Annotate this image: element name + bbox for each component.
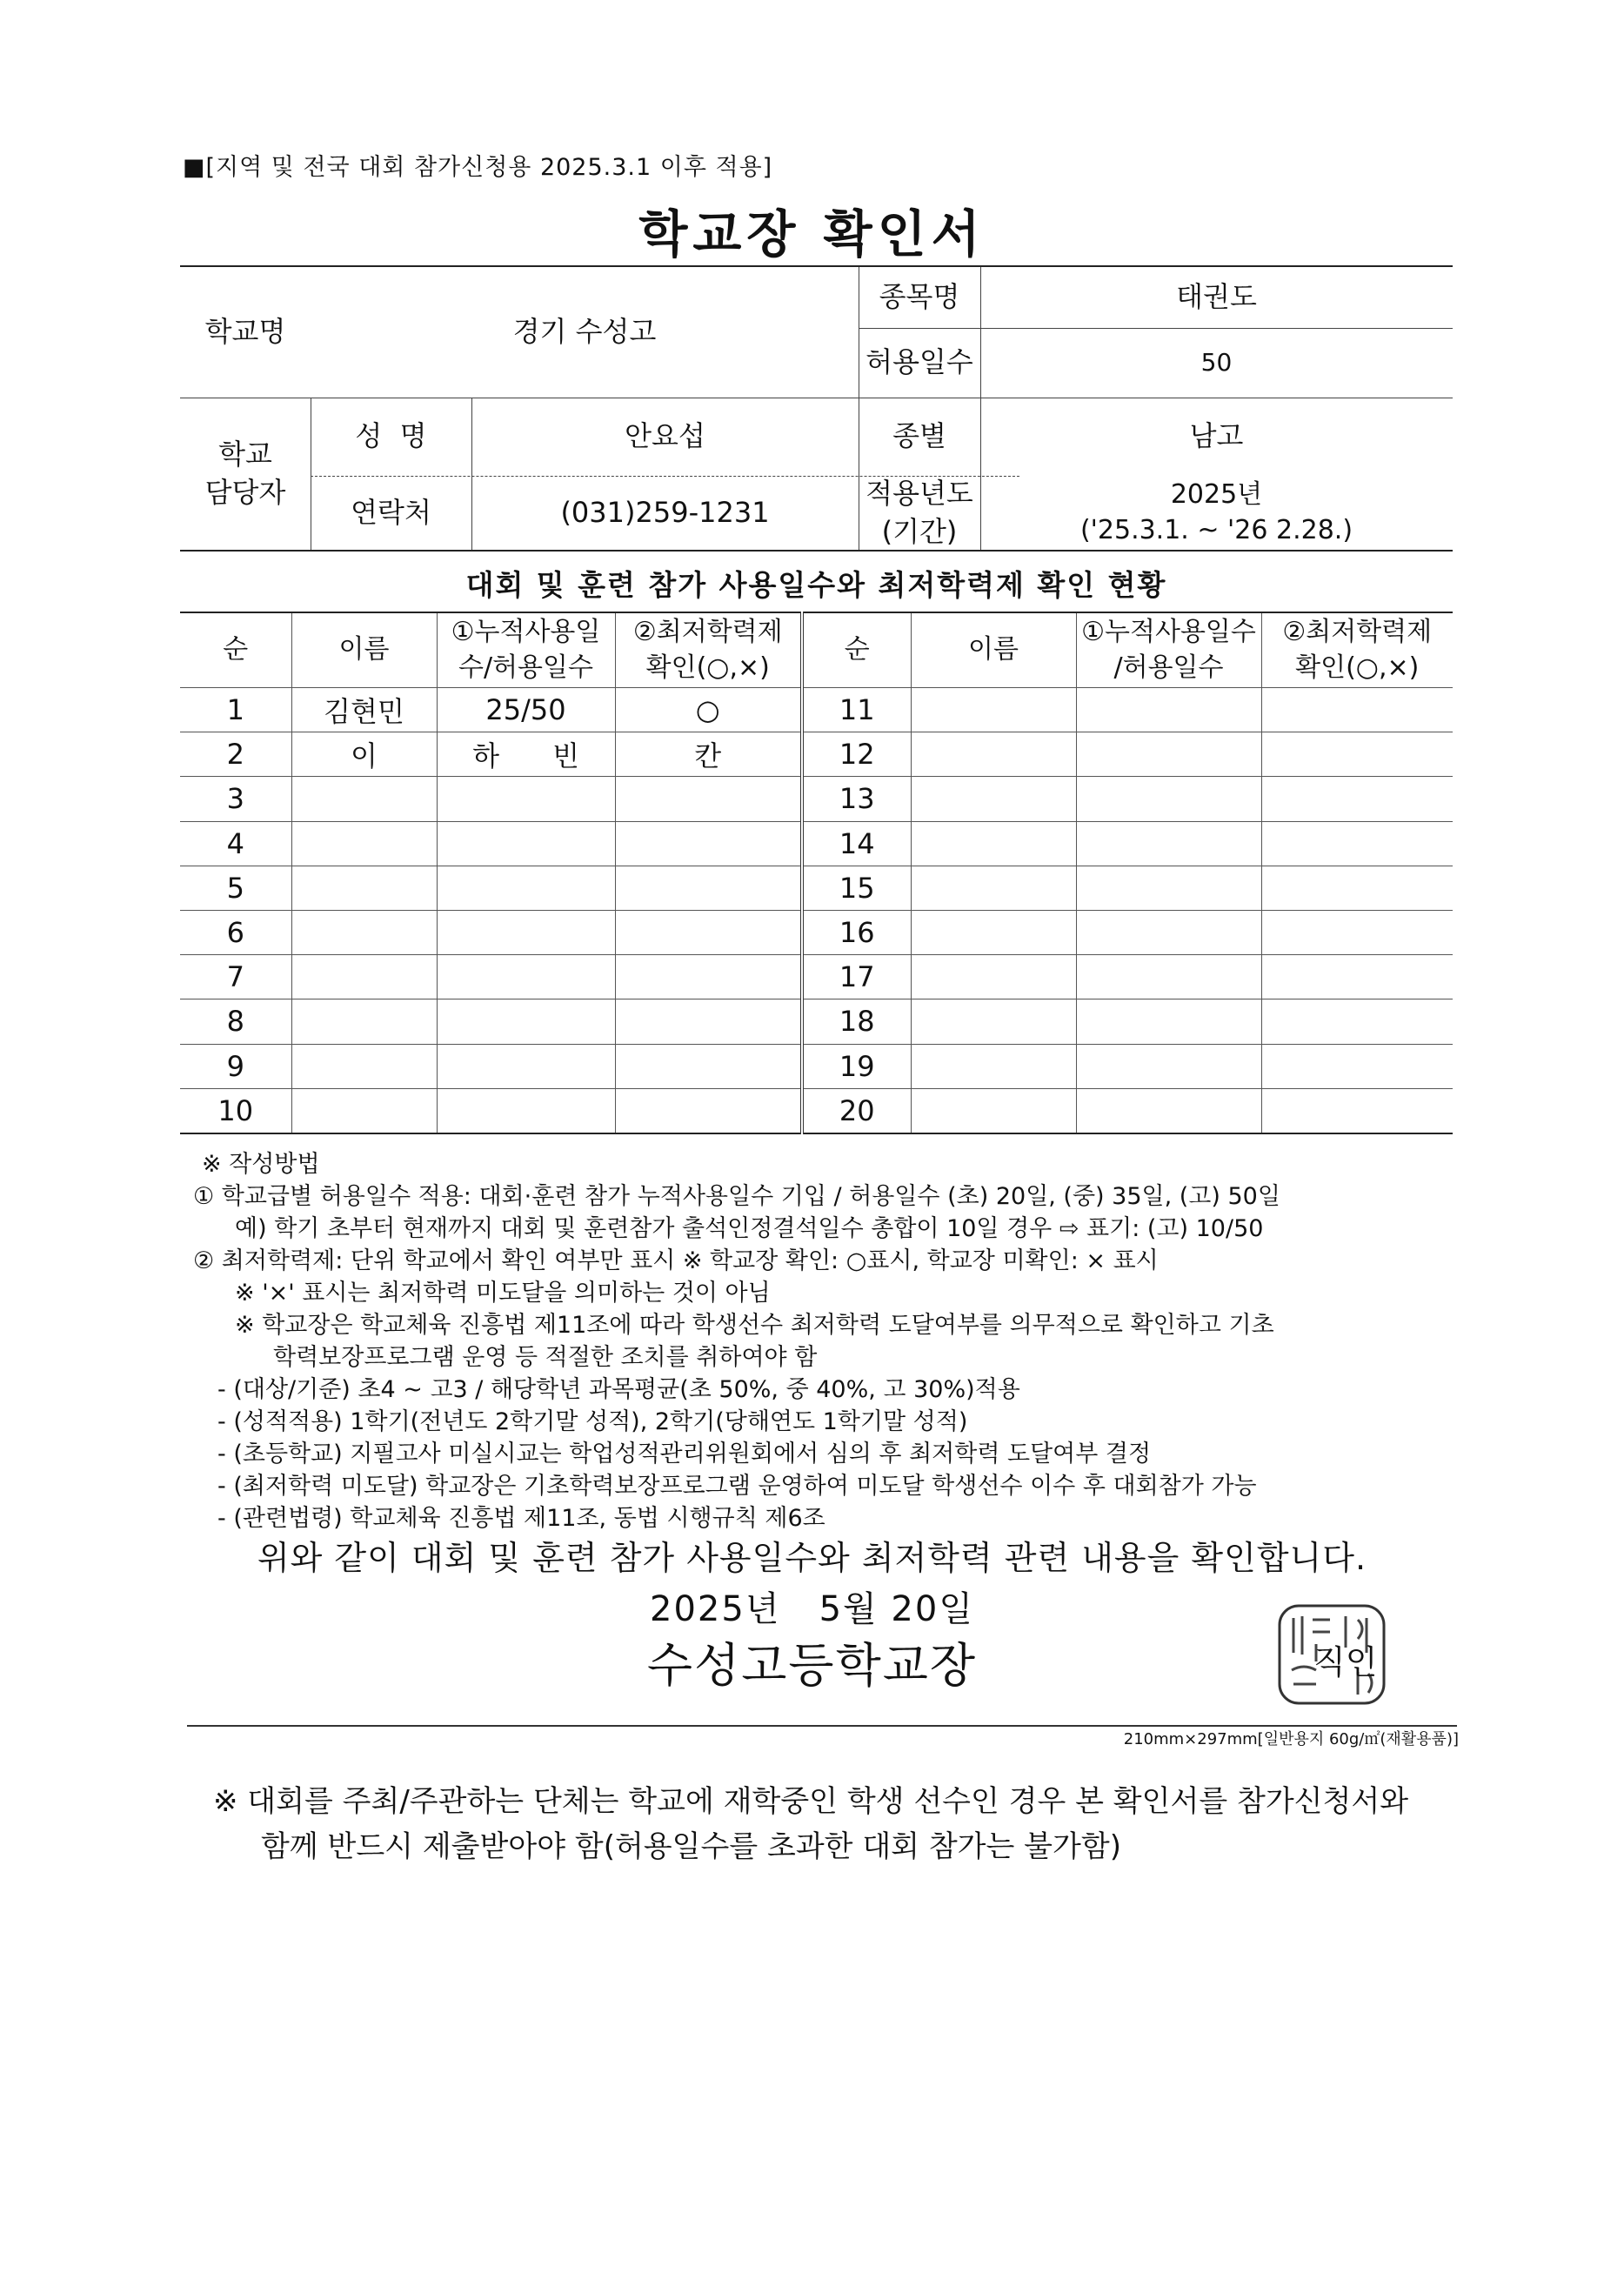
row-check (615, 1044, 802, 1088)
footnote (213, 1779, 1483, 1869)
school-value: 경기 수성고 (512, 315, 657, 349)
note-2: ② 최저학력제: 단위 학교에서 확인 여부만 표시 ※ 학교장 확인: ○표시, 학교장 미확인: × 표시 (193, 1247, 1159, 1274)
row-check (615, 777, 802, 821)
row-name (291, 955, 437, 999)
row-no: 2 (180, 732, 291, 777)
row-days-right (1076, 1088, 1261, 1133)
year-value: 2025년 ('25.3.1. ~ '26 2.28.) (1079, 479, 1353, 545)
row-no-right: 18 (802, 999, 911, 1044)
row-check: ○ (615, 688, 802, 732)
row-days (437, 955, 615, 999)
table-row (180, 910, 1453, 954)
row-name-right (911, 732, 1076, 777)
row-days-right (1076, 732, 1261, 777)
table-row (180, 777, 1453, 821)
row-days-right (1076, 1044, 1261, 1088)
row-days-right (1076, 866, 1261, 910)
header-academic: ②최저학력제 확인(○,×) (615, 612, 802, 688)
table-row (180, 688, 1453, 732)
row-no: 5 (180, 866, 291, 910)
year-label: 적용년도 (기간) (865, 477, 973, 548)
issue-date: 2025년 5월 20일 (650, 1589, 974, 1629)
roster-table (180, 612, 1453, 1134)
row-name (291, 910, 437, 954)
sport-label: 종목명 (879, 280, 960, 314)
row-name-right (911, 910, 1076, 954)
row-no-right: 17 (802, 955, 911, 999)
allowed-days-value: 50 (1200, 348, 1233, 378)
row-name-right (911, 999, 1076, 1044)
row-no: 9 (180, 1044, 291, 1088)
row-no-right: 14 (802, 821, 911, 866)
row-no-right: 16 (802, 910, 911, 954)
row-name-right (911, 866, 1076, 910)
note-2b: ※ 학교장은 학교체육 진흥법 제11조에 따라 학생선수 최저학력 도달여부를 의무적으로 확인하고 기초 (235, 1312, 1274, 1339)
row-no-right: 11 (802, 688, 911, 732)
row-check (615, 999, 802, 1044)
row-days-right (1076, 910, 1261, 954)
header-no: 순 (180, 612, 291, 688)
row-no: 10 (180, 1088, 291, 1133)
row-check (615, 821, 802, 866)
row-name (291, 866, 437, 910)
row-check-right (1261, 688, 1453, 732)
row-check-right (1261, 1088, 1453, 1133)
header-name-right: 이름 (911, 612, 1076, 688)
row-check-right (1261, 955, 1453, 999)
table-row (180, 1088, 1453, 1133)
name-label: 성 명 (355, 419, 427, 453)
header-days-right: ①누적사용일수 /허용일수 (1076, 612, 1261, 688)
section-title: 대회 및 훈련 참가 사용일수와 최저학력제 확인 현황 (465, 568, 1167, 602)
row-name: 이 (291, 732, 437, 777)
note-detail-5: - (관련법령) 학교체육 진흥법 제11조, 동법 시행규칙 제6조 (217, 1505, 825, 1532)
notes-heading: ※ 작성방법 (202, 1151, 320, 1178)
row-name (291, 999, 437, 1044)
note-1: ① 학교급별 허용일수 적용: 대회·훈련 참가 누적사용일수 기입 / 허용일수 (초) 20일, (중) 35일, (고) 50일 (193, 1183, 1280, 1210)
row-check-right (1261, 821, 1453, 866)
row-days-right (1076, 688, 1261, 732)
footnote-line-1: ※ 대회를 주최/주관하는 단체는 학교에 재학중인 학생 선수인 경우 본 확인서를 참가신청서와 (213, 1784, 1409, 1819)
row-days-right (1076, 999, 1261, 1044)
sport-value: 태권도 (1176, 280, 1257, 314)
row-days: 하 빈 (437, 732, 615, 777)
row-no: 3 (180, 777, 291, 821)
row-no: 6 (180, 910, 291, 954)
header-no-right: 순 (802, 612, 911, 688)
row-days (437, 821, 615, 866)
row-name (291, 821, 437, 866)
roster-header-row (180, 612, 1453, 688)
row-check: 칸 (615, 732, 802, 777)
row-days-right (1076, 821, 1261, 866)
row-no-right: 20 (802, 1088, 911, 1133)
row-no-right: 12 (802, 732, 911, 777)
table-row (180, 821, 1453, 866)
contact-value: (031)259-1231 (560, 495, 770, 529)
row-name (291, 1044, 437, 1088)
row-name-right (911, 1044, 1076, 1088)
row-check (615, 866, 802, 910)
row-no: 7 (180, 955, 291, 999)
note-2a: ※ '×' 표시는 최저학력 미도달을 의미하는 것이 아님 (235, 1280, 771, 1307)
header-academic-right: ②최저학력제 확인(○,×) (1261, 612, 1453, 688)
table-row (180, 866, 1453, 910)
table-row (180, 1044, 1453, 1088)
row-name (291, 777, 437, 821)
row-no-right: 19 (802, 1044, 911, 1088)
row-no: 8 (180, 999, 291, 1044)
note-detail-1: - (대상/기준) 초4 ~ 고3 / 해당학년 과목평균(초 50%, 중 40%, 고 30%)적용 (217, 1376, 1020, 1403)
contact-label: 연락처 (351, 495, 431, 529)
row-check-right (1261, 999, 1453, 1044)
note-detail-4: - (최저학력 미도달) 학교장은 기초학력보장프로그램 운영하여 미도달 학생선수 이수 후 대회참가 가능 (217, 1473, 1257, 1500)
row-check-right (1261, 866, 1453, 910)
allowed-days-label: 허용일수 (865, 345, 973, 379)
row-no-right: 15 (802, 866, 911, 910)
note-detail-3: - (초등학교) 지필고사 미실시교는 학업성적관리위원회에서 심의 후 최저학력 도달여부 결정 (217, 1441, 1152, 1467)
principal-signature: 수성고등학교장 (646, 1638, 978, 1693)
name-value: 안요섭 (625, 419, 705, 453)
row-days (437, 866, 615, 910)
row-name (291, 1088, 437, 1133)
row-days (437, 1088, 615, 1133)
footnote-line-2: 함께 반드시 제출받아야 함(허용일수를 초과한 대회 참가는 불가함) (261, 1829, 1121, 1864)
row-name-right (911, 1088, 1076, 1133)
table-row (180, 732, 1453, 777)
row-check-right (1261, 1044, 1453, 1088)
row-days-right (1076, 955, 1261, 999)
seal-text: 직인 (1313, 1643, 1378, 1681)
school-label: 학교명 (204, 315, 286, 349)
row-name-right (911, 688, 1076, 732)
header-days: ①누적사용일 수/허용일수 (437, 612, 615, 688)
writing-instructions (193, 1148, 1463, 1534)
header-note: ■[지역 및 전국 대회 참가신청용 2025.3.1 이후 적용] (183, 154, 773, 181)
row-check-right (1261, 777, 1453, 821)
row-days (437, 910, 615, 954)
row-days (437, 777, 615, 821)
row-days (437, 999, 615, 1044)
row-no: 1 (180, 688, 291, 732)
note-1-example: 예) 학기 초부터 현재까지 대회 및 훈련참가 출석인정결석일수 총합이 10일 경우 ⇨ 표기: (고) 10/50 (235, 1215, 1264, 1242)
confirmation-statement: 위와 같이 대회 및 훈련 참가 사용일수와 최저학력 관련 내용을 확인합니다. (257, 1539, 1367, 1577)
category-label: 종별 (892, 419, 946, 453)
row-no-right: 13 (802, 777, 911, 821)
row-check-right (1261, 732, 1453, 777)
row-name-right (911, 777, 1076, 821)
document-title: 학교장 확인서 (638, 204, 986, 264)
table-row (180, 955, 1453, 999)
row-days (437, 1044, 615, 1088)
note-2c: 학력보장프로그램 운영 등 적절한 조치를 취하여야 함 (273, 1344, 818, 1371)
info-table (180, 265, 1453, 552)
note-detail-2: - (성적적용) 1학기(전년도 2학기말 성적), 2학기(당해연도 1학기말 성적) (217, 1408, 968, 1435)
row-check (615, 910, 802, 954)
row-no: 4 (180, 821, 291, 866)
row-check (615, 955, 802, 999)
row-check-right (1261, 910, 1453, 954)
row-name-right (911, 821, 1076, 866)
category-value: 남고 (1189, 419, 1244, 453)
row-name: 김현민 (291, 688, 437, 732)
row-check (615, 1088, 802, 1133)
table-row (180, 999, 1453, 1044)
paper-spec: 210mm×297mm[일반용지 60g/㎡(재활용품)] (1123, 1730, 1459, 1748)
row-days-right (1076, 777, 1261, 821)
row-days: 25/50 (437, 688, 615, 732)
header-name: 이름 (291, 612, 437, 688)
row-name-right (911, 955, 1076, 999)
manager-label: 학교 담당자 (204, 438, 286, 509)
